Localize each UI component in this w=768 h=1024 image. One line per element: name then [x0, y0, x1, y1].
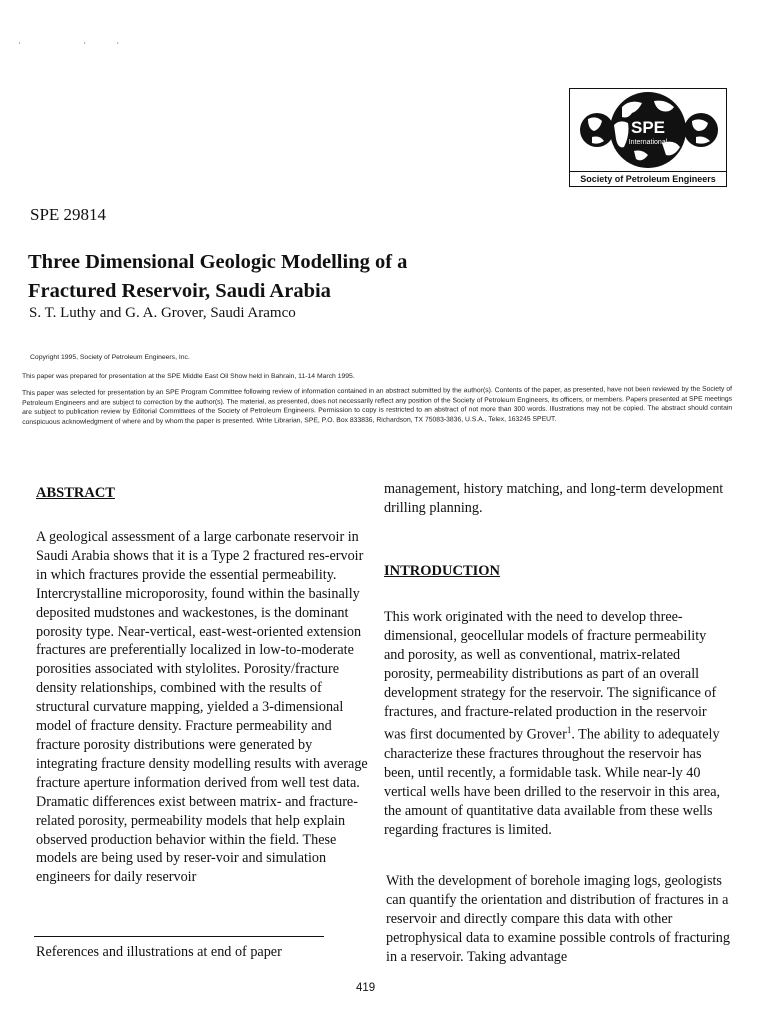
- spe-logo: [569, 88, 727, 187]
- authors: S. T. Luthy and G. A. Grover, Saudi Aramco: [29, 305, 296, 321]
- logo-name: SPE: [630, 118, 666, 137]
- copyright-notice: Copyright 1995, Society of Petroleum Engineers, Inc.: [30, 354, 190, 361]
- permission-notice: This paper was selected for presentation by an SPE Program Committee following review of information contained in an abstract submitted by the author(s). Contents of the paper, as presented, have not been reviewed by the Society of Petroleum Engineers and are subject to correction by the author(s). The material, as presented, does not necessarily reflect any position of the Society of Petroleum Engineers, its officers, or members. Papers presented at SPE meetings are subject to publication review by Editorial Committees of the Society of Petroleum Engineers. Permission to copy is restricted to an abstract of not more than 300 words. Illustrations may not be copied. The abstract should contain conspicuous acknowledgment of where and by whom the paper is presented. Write Librarian, SPE, P.O. Box 833836, Richardson, TX 75083-3836, U.S.A., Telex, 163245 SPEUT.: [22, 385, 733, 426]
- scan-specks: · ··: [18, 38, 150, 48]
- presentation-notice: This paper was prepared for presentation at the SPE Middle East Oil Show held in Bahrain, 11-14 March 1995.: [22, 373, 355, 380]
- logo-caption: Society of Petroleum Engineers: [570, 171, 726, 186]
- title-line-1: Three Dimensional Geologic Modelling of a: [28, 251, 408, 273]
- introduction-heading: INTRODUCTION: [384, 563, 501, 579]
- logo-subtitle: International: [628, 139, 668, 146]
- footnote: References and illustrations at end of paper: [36, 944, 282, 960]
- intro-p1-text: This work originated with the need to develop three-dimensional, geocellular models of fracture permeability and porosity, as well as conventional, matrix-related porosity, permeability distributions as part of an overall development strategy for the reservoir. The significance of fractures, and fracture-related production in the reservoir was first documented by Grover: [384, 609, 717, 744]
- abstract-continuation: management, history matching, and long-term development drilling planning.: [384, 481, 724, 516]
- intro-p1-text-rest: . The ability to adequately characterize these fractures throughout the reservoir has been, until recently, a formidable task. While near-ly 40 vertical wells have been drilled to the reservoir in this area, the amount of quantitative data available from these wells regarding fractures is limited.: [384, 727, 721, 838]
- paper-number: SPE 29814: [30, 205, 107, 224]
- footnote-divider: [34, 936, 324, 937]
- page-number: 419: [356, 982, 376, 994]
- paper-title: [28, 248, 468, 306]
- introduction-paragraph-1: [384, 608, 729, 840]
- globe-logo-icon: [570, 89, 726, 171]
- abstract-body: A geological assessment of a large carbonate reservoir in Saudi Arabia shows that it is a Type 2 fractured res-ervoir in which fractures provide the essential permeability. Intercrystalline microporosity, found within the basinally deposited mudstones and wackestones, is the dominant porosity type. Near-vertical, east-west-oriented extension fractures are preferentially localized in low-to-moderate porosities associated with stylolites. Porosity/fracture density relationships, combined with the results of structural curvature mapping, yielded a 3-dimensional model of fracture density. Fracture permeability and fracture porosity distributions were generated by integrating fracture density modelling results with average fracture aperture information derived from well test data. Dramatic differences exist between matrix- and fracture-related porosity, permeability models that help explain observed production behavior within the field. These models are being used by reser-voir and simulation engineers for daily reservoir: [36, 529, 368, 886]
- abstract-heading: ABSTRACT: [36, 485, 115, 501]
- reference-marker: 1: [566, 725, 572, 736]
- introduction-paragraph-2: With the development of borehole imaging logs, geologists can quantify the orientation and distribution of fractures in a reservoir and directly compare this data with other petrophysical data to examine possible controls of fracturing in a reservoir. Taking advantage: [386, 873, 730, 965]
- title-line-2: Fractured Reservoir, Saudi Arabia: [28, 280, 331, 302]
